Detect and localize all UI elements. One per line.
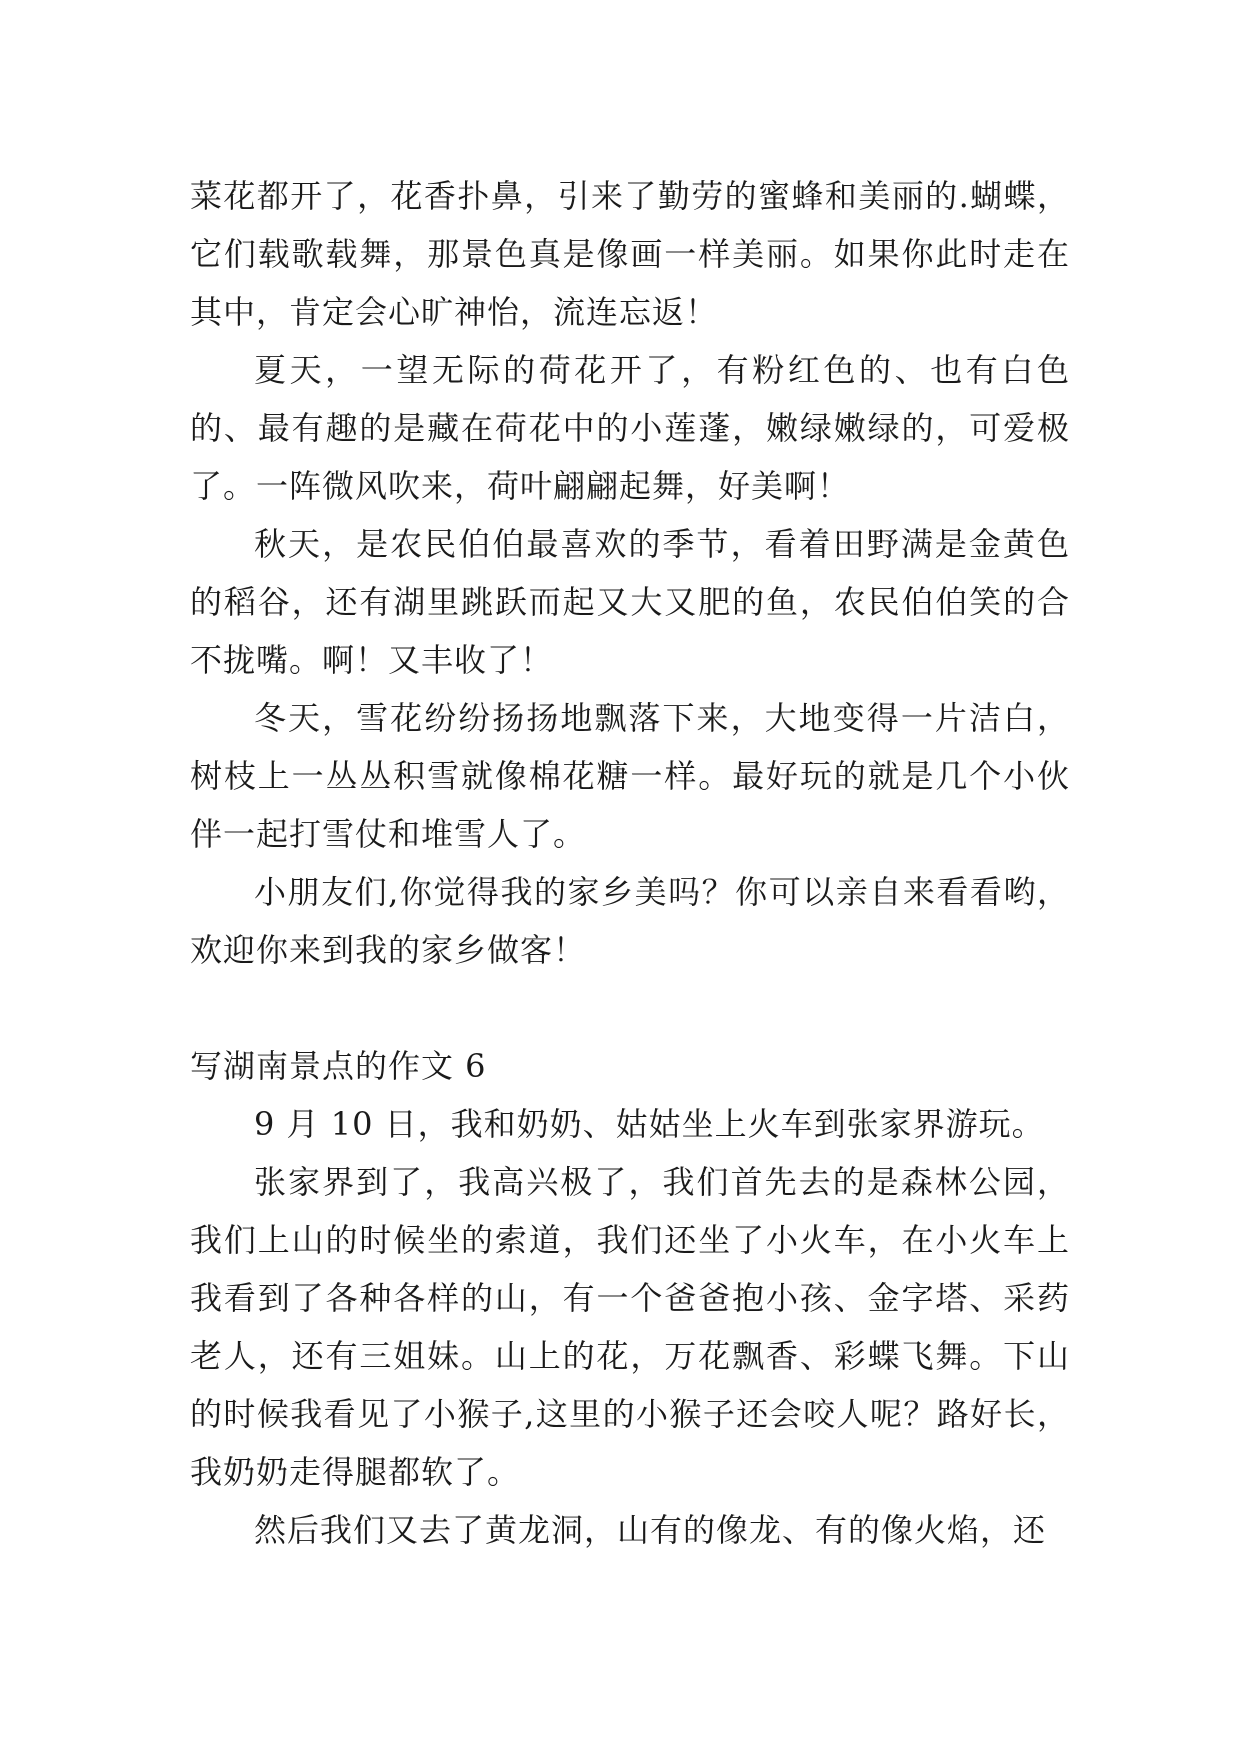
section-title: 写湖南景点的作文 6 xyxy=(190,1047,487,1085)
paragraph-spring-continued: 菜花都开了，花香扑鼻，引来了勤劳的蜜蜂和美丽的.蝴蝶，它们载歌载舞，那景色真是像画一样美丽。如果你此时走在其中，肯定会心旷神怡，流连忘返！ xyxy=(190,177,1070,331)
document-body xyxy=(190,167,1070,1559)
paragraph-forest-park: 张家界到了，我高兴极了，我们首先去的是森林公园，我们上山的时候坐的索道，我们还坐了小火车，在小火车上我看到了各种各样的山，有一个爸爸抱小孩、金字塔、采药老人，还有三姐妹。山上的花，万花飘香、彩蝶飞舞。下山的时候我看见了小猴子,这里的小猴子还会咬人呢？路好长，我奶奶走得腿都软了。 xyxy=(190,1163,1070,1491)
paragraph-trip-date: 9 月 10 日，我和奶奶、姑姑坐上火车到张家界游玩。 xyxy=(254,1105,1045,1143)
paragraph-autumn: 秋天，是农民伯伯最喜欢的季节，看着田野满是金黄色的稻谷，还有湖里跳跃而起又大又肥的鱼，农民伯伯笑的合不拢嘴。啊！又丰收了！ xyxy=(190,525,1070,679)
paragraph-huanglong-cave: 然后我们又去了黄龙洞，山有的像龙、有的像火焰，还 xyxy=(254,1511,1047,1549)
paragraph-invitation: 小朋友们,你觉得我的家乡美吗？你可以亲自来看看哟，欢迎你来到我的家乡做客！ xyxy=(190,873,1070,969)
paragraph-summer: 夏天，一望无际的荷花开了，有粉红色的、也有白色的、最有趣的是藏在荷花中的小莲蓬，嫩绿嫩绿的，可爱极了。一阵微风吹来，荷叶翩翩起舞，好美啊！ xyxy=(190,351,1070,505)
paragraph-winter: 冬天，雪花纷纷扬扬地飘落下来，大地变得一片洁白，树枝上一丛丛积雪就像棉花糖一样。最好玩的就是几个小伙伴一起打雪仗和堆雪人了。 xyxy=(190,699,1070,853)
